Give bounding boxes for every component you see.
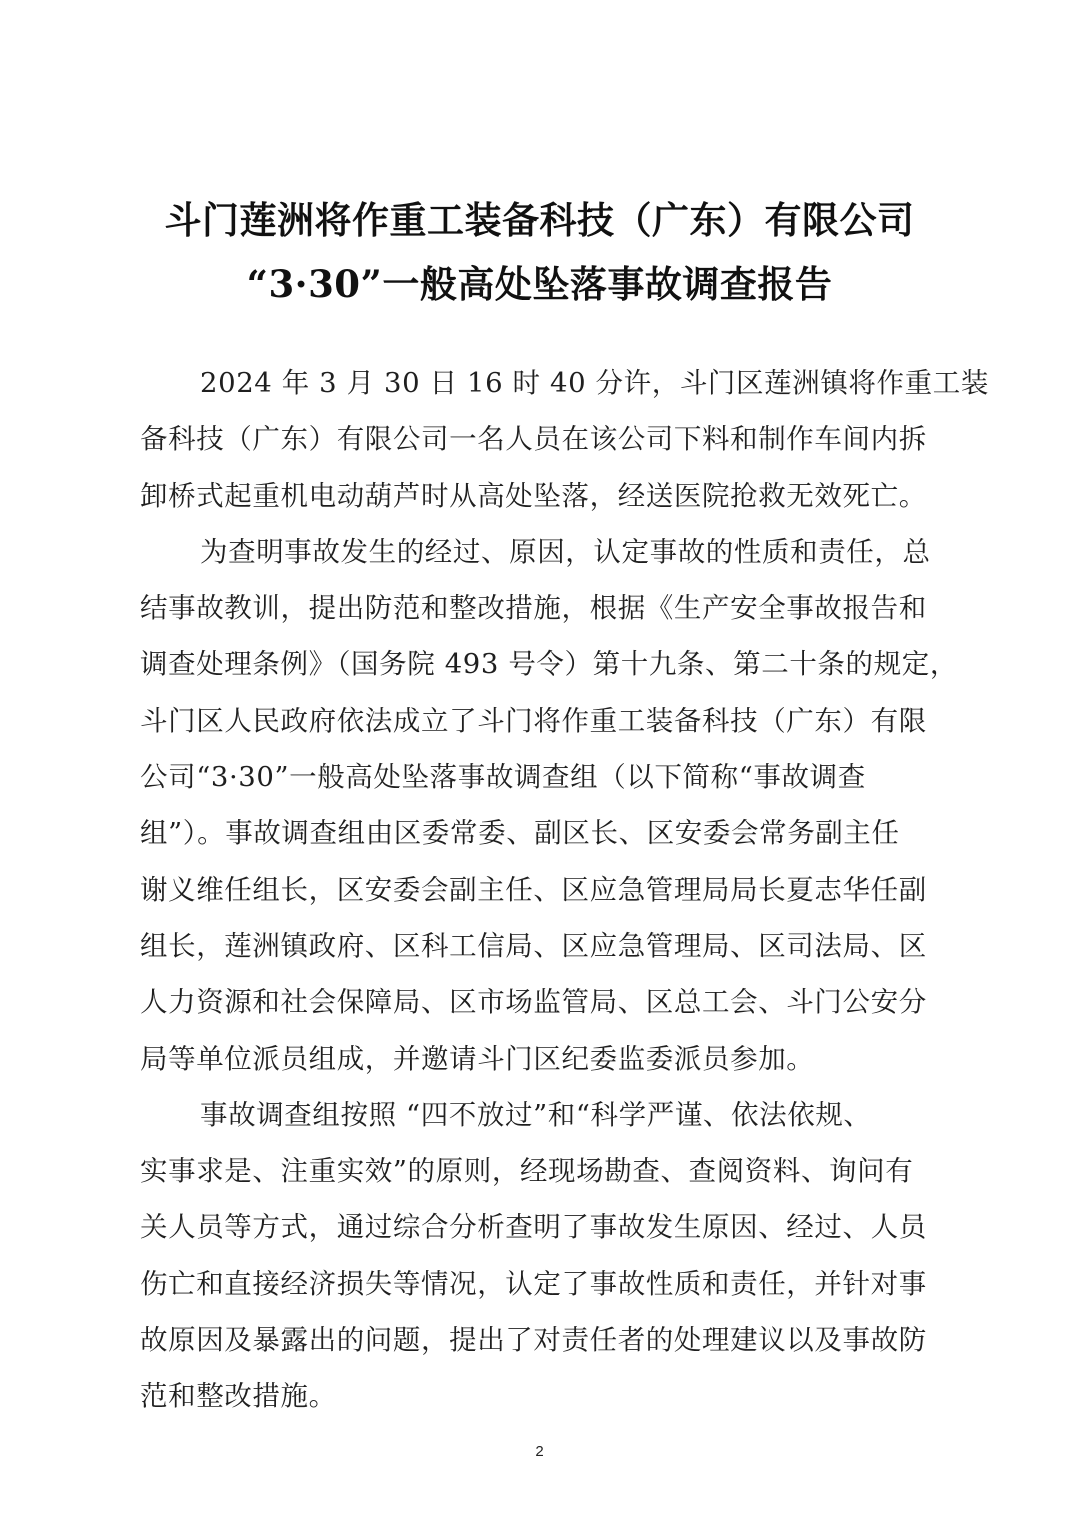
paragraph-line: 斗门区人民政府依法成立了斗门将作重工装备科技（广东）有限 bbox=[140, 704, 927, 737]
paragraph-line: 局等单位派员组成，并邀请斗门区纪委监委派员参加。 bbox=[140, 1042, 815, 1075]
paragraph-line: 备科技（广东）有限公司一名人员在该公司下料和制作车间内拆 bbox=[140, 423, 927, 456]
page-number: 2 bbox=[535, 1443, 544, 1460]
paragraph-line: 关人员等方式，通过综合分析查明了事故发生原因、经过、人员 bbox=[140, 1211, 927, 1244]
paragraph-line: 组”）。事故调查组由区委常委、副区长、区安委会常务副主任 bbox=[140, 817, 900, 850]
paragraph-line: 伤亡和直接经济损失等情况，认定了事故性质和责任，并针对事 bbox=[140, 1267, 927, 1300]
report-title-line-2: “3·30”一般高处坠落事故调查报告 bbox=[246, 262, 833, 306]
paragraph-line: 为查明事故发生的经过、原因，认定事故的性质和责任，总 bbox=[200, 535, 931, 568]
paragraph-line: 公司“3·30”一般高处坠落事故调查组（以下简称“事故调查 bbox=[140, 761, 866, 794]
paragraph-line: 故原因及暴露出的问题，提出了对责任者的处理建议以及事故防 bbox=[140, 1324, 927, 1357]
paragraph-line: 2024 年 3 月 30 日 16 时 40 分许，斗门区莲洲镇将作重工装 bbox=[200, 367, 989, 399]
paragraph-line: 人力资源和社会保障局、区市场监管局、区总工会、斗门公安分 bbox=[140, 986, 927, 1019]
paragraph-line: 事故调查组按照 “四不放过”和“科学严谨、依法依规、 bbox=[200, 1098, 872, 1131]
paragraph-3 bbox=[140, 1087, 940, 1425]
paragraph-line: 范和整改措施。 bbox=[140, 1380, 337, 1413]
report-title bbox=[100, 188, 979, 316]
paragraph-2 bbox=[140, 524, 958, 1087]
paragraph-line: 组长，莲洲镇政府、区科工信局、区应急管理局、区司法局、区 bbox=[140, 929, 927, 962]
paragraph-line: 结事故教训，提出防范和整改措施，根据《生产安全事故报告和 bbox=[140, 592, 927, 625]
paragraph-line: 卸桥式起重机电动葫芦时从高处坠落，经送医院抢救无效死亡。 bbox=[140, 479, 927, 512]
paragraph-1 bbox=[140, 355, 989, 524]
paragraph-line: 谢义维任组长，区安委会副主任、区应急管理局局长夏志华任副 bbox=[140, 873, 927, 906]
report-body bbox=[140, 355, 989, 1425]
paragraph-line: 实事求是、注重实效”的原则，经现场勘查、查阅资料、询问有 bbox=[140, 1155, 914, 1188]
report-title-line-1: 斗门莲洲将作重工装备科技（广东）有限公司 bbox=[164, 198, 915, 242]
paragraph-line: 调查处理条例》（国务院 493 号令）第十九条、第二十条的规定， bbox=[140, 648, 958, 681]
